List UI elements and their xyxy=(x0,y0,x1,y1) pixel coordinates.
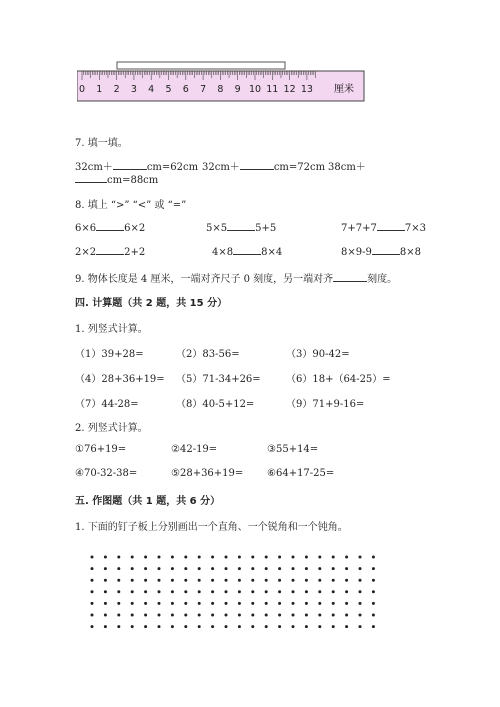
answer-blank[interactable] xyxy=(233,244,261,255)
peg-dot[interactable] xyxy=(332,579,335,582)
calc-item: （9）71+9-16= xyxy=(286,399,365,410)
q9-prompt: 9. 物体长度是 4 厘米，一端对齐尺子 0 刻度，另一端对齐 xyxy=(75,274,334,285)
peg-dot[interactable] xyxy=(198,567,201,570)
calc-item: ④70-32-38= xyxy=(75,468,138,479)
peg-dot[interactable] xyxy=(251,567,254,570)
calc-item: （3）90-42= xyxy=(286,349,350,360)
peg-dot[interactable] xyxy=(104,625,107,628)
ruler-number-label: 6 xyxy=(182,84,189,95)
peg-dot[interactable] xyxy=(131,556,134,559)
peg-dot[interactable] xyxy=(372,625,375,628)
peg-dot[interactable] xyxy=(238,590,241,593)
peg-dot[interactable] xyxy=(91,567,94,570)
peg-dot[interactable] xyxy=(359,590,362,593)
peg-dot[interactable] xyxy=(345,602,348,605)
peg-dot[interactable] xyxy=(332,602,335,605)
peg-dot[interactable] xyxy=(278,590,281,593)
q9-text xyxy=(75,270,397,285)
peg-dot[interactable] xyxy=(332,625,335,628)
peg-dot[interactable] xyxy=(144,556,147,559)
compare-left: 5×5 xyxy=(206,223,228,234)
calc-item: （4）28+36+19= xyxy=(75,374,165,385)
peg-dot[interactable] xyxy=(278,556,281,559)
peg-dot[interactable] xyxy=(184,614,187,617)
peg-dot[interactable] xyxy=(144,625,147,628)
peg-dot[interactable] xyxy=(292,556,295,559)
peg-dot[interactable] xyxy=(225,602,228,605)
answer-blank[interactable] xyxy=(372,244,400,255)
q8-row1-item1 xyxy=(75,220,145,234)
peg-dot[interactable] xyxy=(265,567,268,570)
peg-dot[interactable] xyxy=(211,556,214,559)
calc-item: ⑥64+17-25= xyxy=(267,468,335,479)
peg-dot[interactable] xyxy=(131,625,134,628)
calc-item: （2）83-56= xyxy=(176,349,240,360)
peg-dot[interactable] xyxy=(211,602,214,605)
peg-dot[interactable] xyxy=(318,625,321,628)
peg-dot[interactable] xyxy=(171,625,174,628)
q7-item-2 xyxy=(202,158,325,173)
section4-q2-title: 2. 列竖式计算。 xyxy=(75,423,148,434)
peg-dot[interactable] xyxy=(278,567,281,570)
peg-dot[interactable] xyxy=(144,579,147,582)
peg-dot[interactable] xyxy=(278,579,281,582)
q8-row1-item3 xyxy=(341,220,426,234)
peg-dot[interactable] xyxy=(292,614,295,617)
peg-dot[interactable] xyxy=(104,556,107,559)
peg-dot[interactable] xyxy=(91,579,94,582)
peg-dot[interactable] xyxy=(238,602,241,605)
peg-dot[interactable] xyxy=(278,602,281,605)
calc-item: （1）39+28= xyxy=(75,349,144,360)
peg-dot[interactable] xyxy=(104,614,107,617)
peg-dot[interactable] xyxy=(91,614,94,617)
peg-dot[interactable] xyxy=(198,556,201,559)
peg-dot[interactable] xyxy=(117,590,120,593)
peg-dot[interactable] xyxy=(211,590,214,593)
peg-dot[interactable] xyxy=(158,579,161,582)
peg-dot[interactable] xyxy=(158,567,161,570)
peg-dot[interactable] xyxy=(117,556,120,559)
peg-dot[interactable] xyxy=(104,602,107,605)
ruler-number-label: 9 xyxy=(234,84,241,95)
peg-dot[interactable] xyxy=(332,614,335,617)
peg-dot[interactable] xyxy=(144,602,147,605)
peg-dot[interactable] xyxy=(332,590,335,593)
peg-dot[interactable] xyxy=(131,590,134,593)
peg-dot[interactable] xyxy=(251,602,254,605)
peg-dot[interactable] xyxy=(345,579,348,582)
peg-dot[interactable] xyxy=(292,579,295,582)
ruler-number-label: 5 xyxy=(165,84,172,95)
peg-dot[interactable] xyxy=(345,625,348,628)
answer-blank[interactable] xyxy=(227,220,255,231)
peg-dot[interactable] xyxy=(117,625,120,628)
peg-dot[interactable] xyxy=(305,567,308,570)
peg-dot[interactable] xyxy=(359,602,362,605)
peg-dot[interactable] xyxy=(278,625,281,628)
q7-item-2-pre: 32cm＋ xyxy=(202,162,240,173)
peg-dot[interactable] xyxy=(345,614,348,617)
ruler-number-label: 8 xyxy=(217,84,224,95)
peg-dot[interactable] xyxy=(158,602,161,605)
calc-item: （8）40-5+12= xyxy=(176,399,255,410)
peg-dot[interactable] xyxy=(372,556,375,559)
q8-row1-item2 xyxy=(206,220,276,234)
peg-dot[interactable] xyxy=(305,590,308,593)
peg-dot[interactable] xyxy=(91,590,94,593)
peg-dot[interactable] xyxy=(144,590,147,593)
section5-q1-title: 1. 下面的钉子板上分别画出一个直角、一个锐角和一个钝角。 xyxy=(75,522,348,533)
peg-dot[interactable] xyxy=(292,590,295,593)
peg-dot[interactable] xyxy=(104,567,107,570)
peg-dot[interactable] xyxy=(225,556,228,559)
peg-dot[interactable] xyxy=(265,579,268,582)
peg-dot[interactable] xyxy=(158,614,161,617)
calc-item: ①76+19= xyxy=(75,444,127,455)
answer-blank[interactable] xyxy=(96,244,124,255)
peg-dot[interactable] xyxy=(238,625,241,628)
ruler-number-label: 10 xyxy=(248,84,262,95)
compare-right: 6×2 xyxy=(124,223,146,234)
peg-dot[interactable] xyxy=(225,590,228,593)
peg-dot[interactable] xyxy=(91,625,94,628)
peg-dot[interactable] xyxy=(198,579,201,582)
peg-dot[interactable] xyxy=(345,590,348,593)
peg-dot[interactable] xyxy=(91,556,94,559)
ruler-number-label: 11 xyxy=(266,84,279,95)
peg-dot[interactable] xyxy=(158,590,161,593)
q7-item-1 xyxy=(75,158,198,173)
peg-dot[interactable] xyxy=(198,590,201,593)
peg-dot[interactable] xyxy=(251,556,254,559)
peg-dot[interactable] xyxy=(184,567,187,570)
peg-dot[interactable] xyxy=(318,614,321,617)
peg-dot[interactable] xyxy=(158,556,161,559)
peg-dot[interactable] xyxy=(198,625,201,628)
peg-dot[interactable] xyxy=(171,602,174,605)
peg-dot[interactable] xyxy=(251,579,254,582)
peg-dot[interactable] xyxy=(171,556,174,559)
peg-dot[interactable] xyxy=(265,590,268,593)
peg-dot[interactable] xyxy=(318,579,321,582)
compare-left: 2×2 xyxy=(75,247,97,258)
peg-dot[interactable] xyxy=(158,625,161,628)
ruler-number-label: 2 xyxy=(113,84,120,95)
peg-dot[interactable] xyxy=(131,567,134,570)
peg-dot[interactable] xyxy=(184,556,187,559)
peg-dot[interactable] xyxy=(238,567,241,570)
peg-dot[interactable] xyxy=(292,602,295,605)
peg-dot[interactable] xyxy=(144,567,147,570)
ruler-top-bar xyxy=(117,62,285,69)
ruler-number-label: 0 xyxy=(78,84,86,95)
compare-left: 6×6 xyxy=(75,223,97,234)
q7-title: 7. 填一填。 xyxy=(75,138,128,149)
peg-dot[interactable] xyxy=(117,602,120,605)
peg-dot[interactable] xyxy=(171,614,174,617)
peg-dot[interactable] xyxy=(305,625,308,628)
compare-left: 7+7+7 xyxy=(341,223,377,234)
peg-dot[interactable] xyxy=(265,625,268,628)
pegboard[interactable] xyxy=(88,553,388,633)
ruler-number-label: 1 xyxy=(96,84,103,95)
compare-right: 8×4 xyxy=(261,247,283,258)
peg-dot[interactable] xyxy=(372,614,375,617)
peg-dot[interactable] xyxy=(318,556,321,559)
compare-right: 8×8 xyxy=(399,247,421,258)
peg-dot[interactable] xyxy=(171,579,174,582)
peg-dot[interactable] xyxy=(211,567,214,570)
q7-item-3-pre: 38cm＋ xyxy=(328,162,366,173)
compare-left: 4×8 xyxy=(212,247,234,258)
q7-item-3-cont xyxy=(75,172,158,186)
peg-dot[interactable] xyxy=(225,614,228,617)
peg-dot[interactable] xyxy=(184,625,187,628)
q7-item-1-pre: 32cm＋ xyxy=(75,162,113,173)
peg-dot[interactable] xyxy=(372,567,375,570)
peg-dot[interactable] xyxy=(292,567,295,570)
q8-title: 8. 填上 “>” “<” 或 “=” xyxy=(75,200,187,211)
peg-dot[interactable] xyxy=(372,590,375,593)
peg-dot[interactable] xyxy=(265,556,268,559)
peg-dot[interactable] xyxy=(91,602,94,605)
peg-dot[interactable] xyxy=(184,602,187,605)
answer-blank[interactable] xyxy=(333,271,367,282)
answer-blank[interactable] xyxy=(113,159,147,170)
peg-dot[interactable] xyxy=(318,567,321,570)
answer-blank[interactable] xyxy=(96,220,124,231)
peg-dot[interactable] xyxy=(359,614,362,617)
q8-row2-item1 xyxy=(75,244,145,258)
peg-dot[interactable] xyxy=(104,579,107,582)
peg-dot[interactable] xyxy=(238,614,241,617)
section5-heading: 五. 作图题（共 1 题，共 6 分） xyxy=(75,496,221,507)
q7-item-3-post: cm=88cm xyxy=(107,175,159,186)
answer-blank[interactable] xyxy=(75,172,107,183)
peg-dot[interactable] xyxy=(251,614,254,617)
peg-dot[interactable] xyxy=(117,614,120,617)
peg-dot[interactable] xyxy=(292,625,295,628)
calc-item: ⑤28+36+19= xyxy=(171,468,244,479)
peg-dot[interactable] xyxy=(251,625,254,628)
peg-dot[interactable] xyxy=(225,567,228,570)
calc-item: （6）18+（64-25）= xyxy=(286,374,391,385)
compare-left: 8×9-9 xyxy=(341,247,372,258)
peg-dot[interactable] xyxy=(131,602,134,605)
ruler-number-label: 12 xyxy=(283,84,296,95)
peg-dot[interactable] xyxy=(211,625,214,628)
answer-blank[interactable] xyxy=(240,159,274,170)
compare-right: 7×3 xyxy=(404,223,426,234)
calc-item: （7）44-28= xyxy=(75,399,139,410)
peg-dot[interactable] xyxy=(104,590,107,593)
ruler-number-label: 13 xyxy=(300,84,313,95)
peg-dot[interactable] xyxy=(278,614,281,617)
peg-dot[interactable] xyxy=(265,602,268,605)
peg-dot[interactable] xyxy=(305,614,308,617)
section4-q1-title: 1. 列竖式计算。 xyxy=(75,324,148,335)
peg-dot[interactable] xyxy=(332,567,335,570)
peg-dot[interactable] xyxy=(359,579,362,582)
answer-blank[interactable] xyxy=(377,220,405,231)
peg-dot[interactable] xyxy=(225,579,228,582)
peg-dot[interactable] xyxy=(198,602,201,605)
peg-dot[interactable] xyxy=(359,556,362,559)
peg-dot[interactable] xyxy=(332,556,335,559)
ruler-number-label: 7 xyxy=(200,84,207,95)
q9-suffix: 刻度。 xyxy=(367,274,398,285)
peg-dot[interactable] xyxy=(238,579,241,582)
peg-dot[interactable] xyxy=(198,614,201,617)
q8-row2-item2 xyxy=(212,244,282,258)
peg-dot[interactable] xyxy=(171,590,174,593)
peg-dot[interactable] xyxy=(345,567,348,570)
q8-row2-item3 xyxy=(341,244,421,258)
peg-dot[interactable] xyxy=(184,579,187,582)
peg-dot[interactable] xyxy=(372,602,375,605)
peg-dot[interactable] xyxy=(238,556,241,559)
peg-dot[interactable] xyxy=(359,567,362,570)
peg-dot[interactable] xyxy=(305,556,308,559)
peg-dot[interactable] xyxy=(372,579,375,582)
compare-right: 2+2 xyxy=(124,247,146,258)
peg-dot[interactable] xyxy=(184,590,187,593)
peg-dot[interactable] xyxy=(251,590,254,593)
peg-dot[interactable] xyxy=(211,579,214,582)
calc-item: ③55+14= xyxy=(267,444,319,455)
peg-dot[interactable] xyxy=(117,567,120,570)
calc-item: ②42-19= xyxy=(171,444,218,455)
peg-dot[interactable] xyxy=(117,579,120,582)
ruler-number-label: 3 xyxy=(130,84,137,95)
peg-dot[interactable] xyxy=(345,556,348,559)
peg-dot[interactable] xyxy=(144,614,147,617)
peg-dot[interactable] xyxy=(131,579,134,582)
compare-right: 5+5 xyxy=(255,223,277,234)
peg-dot[interactable] xyxy=(225,625,228,628)
calc-item: （5）71-34+26= xyxy=(176,374,261,385)
peg-dot[interactable] xyxy=(305,579,308,582)
peg-dot[interactable] xyxy=(171,567,174,570)
ruler-unit-label: 厘米 xyxy=(334,84,354,95)
ruler-number-label: 4 xyxy=(148,84,155,95)
peg-dot[interactable] xyxy=(318,602,321,605)
ruler-figure xyxy=(77,60,367,105)
peg-dot[interactable] xyxy=(359,625,362,628)
peg-dot[interactable] xyxy=(131,614,134,617)
peg-dot[interactable] xyxy=(305,602,308,605)
peg-dot[interactable] xyxy=(318,590,321,593)
q7-item-1-post: cm=62cm xyxy=(146,162,199,173)
section4-heading: 四. 计算题（共 2 题，共 15 分） xyxy=(75,298,228,309)
q7-item-2-post: cm=72cm xyxy=(273,162,326,173)
peg-dot[interactable] xyxy=(265,614,268,617)
peg-dot[interactable] xyxy=(211,614,214,617)
